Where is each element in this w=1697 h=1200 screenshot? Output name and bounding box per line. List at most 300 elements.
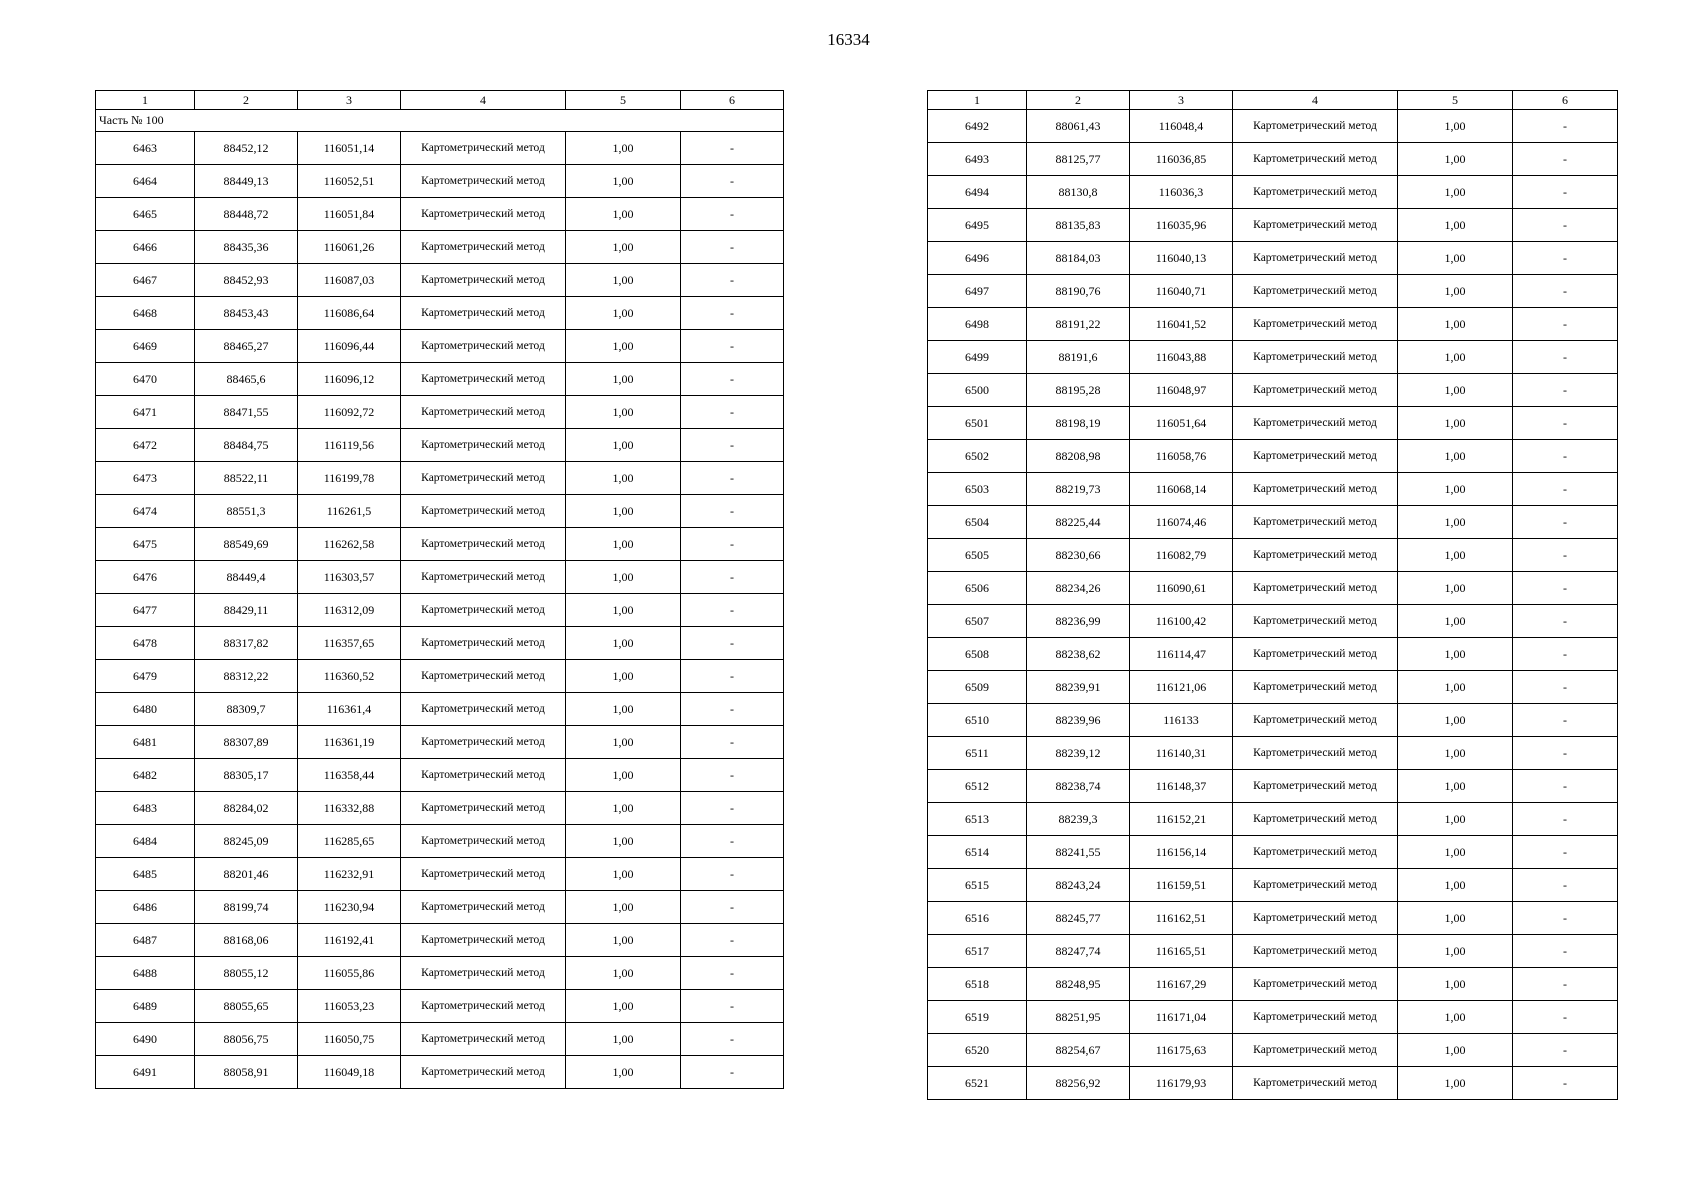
point-number-cell: 6502 [928, 440, 1027, 473]
point-number-cell: 6503 [928, 473, 1027, 506]
y-coordinate-cell: 116167,29 [1130, 968, 1233, 1001]
y-coordinate-cell: 116152,21 [1130, 803, 1233, 836]
x-coordinate-cell: 88238,62 [1027, 638, 1130, 671]
method-cell: Картометрический метод [1233, 770, 1398, 803]
accuracy-cell: 1,00 [1398, 440, 1513, 473]
table-row [96, 363, 784, 396]
note-cell: - [681, 132, 784, 165]
note-cell: - [681, 693, 784, 726]
note-cell: - [681, 1056, 784, 1089]
x-coordinate-cell: 88056,75 [195, 1023, 298, 1056]
point-number-cell: 6487 [96, 924, 195, 957]
point-number-cell: 6466 [96, 231, 195, 264]
method-cell: Картометрический метод [401, 462, 566, 495]
point-number-cell: 6484 [96, 825, 195, 858]
y-coordinate-cell: 116086,64 [298, 297, 401, 330]
note-cell: - [681, 792, 784, 825]
point-number-cell: 6520 [928, 1034, 1027, 1067]
x-coordinate-cell: 88219,73 [1027, 473, 1130, 506]
table-row [96, 462, 784, 495]
table-row [928, 1034, 1618, 1067]
accuracy-cell: 1,00 [1398, 539, 1513, 572]
table-row [928, 209, 1618, 242]
method-cell: Картометрический метод [401, 264, 566, 297]
section-label: Часть № 100 [96, 110, 784, 132]
method-cell: Картометрический метод [401, 297, 566, 330]
note-cell: - [1513, 110, 1618, 143]
accuracy-cell: 1,00 [566, 330, 681, 363]
accuracy-cell: 1,00 [1398, 671, 1513, 704]
point-number-cell: 6494 [928, 176, 1027, 209]
y-coordinate-cell: 116051,64 [1130, 407, 1233, 440]
accuracy-cell: 1,00 [566, 957, 681, 990]
point-number-cell: 6514 [928, 836, 1027, 869]
note-cell: - [1513, 242, 1618, 275]
table-row [96, 132, 784, 165]
point-number-cell: 6495 [928, 209, 1027, 242]
x-coordinate-cell: 88234,26 [1027, 572, 1130, 605]
accuracy-cell: 1,00 [566, 1056, 681, 1089]
note-cell: - [681, 363, 784, 396]
note-cell: - [1513, 341, 1618, 374]
table-row [928, 704, 1618, 737]
column-header: 6 [681, 91, 784, 110]
accuracy-cell: 1,00 [1398, 473, 1513, 506]
table-row [96, 627, 784, 660]
table-row [928, 242, 1618, 275]
method-cell: Картометрический метод [1233, 1067, 1398, 1100]
point-number-cell: 6498 [928, 308, 1027, 341]
table-row [96, 495, 784, 528]
y-coordinate-cell: 116048,4 [1130, 110, 1233, 143]
x-coordinate-cell: 88055,12 [195, 957, 298, 990]
accuracy-cell: 1,00 [1398, 1034, 1513, 1067]
accuracy-cell: 1,00 [566, 858, 681, 891]
point-number-cell: 6479 [96, 660, 195, 693]
accuracy-cell: 1,00 [1398, 506, 1513, 539]
x-coordinate-cell: 88191,22 [1027, 308, 1130, 341]
table-row [96, 693, 784, 726]
method-cell: Картометрический метод [401, 1056, 566, 1089]
x-coordinate-cell: 88448,72 [195, 198, 298, 231]
method-cell: Картометрический метод [1233, 836, 1398, 869]
accuracy-cell: 1,00 [1398, 1001, 1513, 1034]
accuracy-cell: 1,00 [566, 594, 681, 627]
note-cell: - [681, 957, 784, 990]
note-cell: - [1513, 1001, 1618, 1034]
point-number-cell: 6464 [96, 165, 195, 198]
accuracy-cell: 1,00 [566, 726, 681, 759]
accuracy-cell: 1,00 [566, 495, 681, 528]
table-row [928, 176, 1618, 209]
accuracy-cell: 1,00 [1398, 572, 1513, 605]
x-coordinate-cell: 88225,44 [1027, 506, 1130, 539]
method-cell: Картометрический метод [1233, 539, 1398, 572]
table-row [96, 1056, 784, 1089]
x-coordinate-cell: 88449,4 [195, 561, 298, 594]
point-number-cell: 6463 [96, 132, 195, 165]
point-number-cell: 6513 [928, 803, 1027, 836]
method-cell: Картометрический метод [1233, 737, 1398, 770]
y-coordinate-cell: 116114,47 [1130, 638, 1233, 671]
point-number-cell: 6467 [96, 264, 195, 297]
note-cell: - [1513, 605, 1618, 638]
x-coordinate-cell: 88248,95 [1027, 968, 1130, 1001]
method-cell: Картометрический метод [1233, 473, 1398, 506]
method-cell: Картометрический метод [401, 132, 566, 165]
y-coordinate-cell: 116048,97 [1130, 374, 1233, 407]
x-coordinate-cell: 88125,77 [1027, 143, 1130, 176]
x-coordinate-cell: 88245,09 [195, 825, 298, 858]
y-coordinate-cell: 116082,79 [1130, 539, 1233, 572]
accuracy-cell: 1,00 [1398, 638, 1513, 671]
note-cell: - [1513, 803, 1618, 836]
accuracy-cell: 1,00 [566, 462, 681, 495]
note-cell: - [681, 165, 784, 198]
accuracy-cell: 1,00 [1398, 275, 1513, 308]
y-coordinate-cell: 116358,44 [298, 759, 401, 792]
note-cell: - [681, 990, 784, 1023]
point-number-cell: 6485 [96, 858, 195, 891]
x-coordinate-cell: 88465,6 [195, 363, 298, 396]
method-cell: Картометрический метод [401, 528, 566, 561]
point-number-cell: 6469 [96, 330, 195, 363]
y-coordinate-cell: 116041,52 [1130, 308, 1233, 341]
x-coordinate-cell: 88429,11 [195, 594, 298, 627]
table-row [96, 396, 784, 429]
note-cell: - [681, 198, 784, 231]
accuracy-cell: 1,00 [1398, 209, 1513, 242]
method-cell: Картометрический метод [401, 396, 566, 429]
x-coordinate-cell: 88198,19 [1027, 407, 1130, 440]
note-cell: - [1513, 1034, 1618, 1067]
method-cell: Картометрический метод [401, 1023, 566, 1056]
method-cell: Картометрический метод [401, 561, 566, 594]
y-coordinate-cell: 116051,14 [298, 132, 401, 165]
table-row [96, 792, 784, 825]
x-coordinate-cell: 88453,43 [195, 297, 298, 330]
note-cell: - [1513, 836, 1618, 869]
point-number-cell: 6471 [96, 396, 195, 429]
table-row [96, 231, 784, 264]
table-row [96, 594, 784, 627]
table-row [96, 858, 784, 891]
method-cell: Картометрический метод [1233, 110, 1398, 143]
accuracy-cell: 1,00 [1398, 308, 1513, 341]
section-row [96, 110, 784, 132]
x-coordinate-cell: 88195,28 [1027, 374, 1130, 407]
y-coordinate-cell: 116261,5 [298, 495, 401, 528]
table-row [928, 1067, 1618, 1100]
y-coordinate-cell: 116192,41 [298, 924, 401, 957]
x-coordinate-cell: 88236,99 [1027, 605, 1130, 638]
point-number-cell: 6505 [928, 539, 1027, 572]
method-cell: Картометрический метод [1233, 143, 1398, 176]
point-number-cell: 6509 [928, 671, 1027, 704]
point-number-cell: 6490 [96, 1023, 195, 1056]
accuracy-cell: 1,00 [566, 693, 681, 726]
table-row [96, 825, 784, 858]
note-cell: - [1513, 275, 1618, 308]
method-cell: Картометрический метод [401, 990, 566, 1023]
note-cell: - [1513, 737, 1618, 770]
x-coordinate-cell: 88184,03 [1027, 242, 1130, 275]
x-coordinate-cell: 88245,77 [1027, 902, 1130, 935]
column-header: 2 [195, 91, 298, 110]
y-coordinate-cell: 116121,06 [1130, 671, 1233, 704]
table-row [96, 957, 784, 990]
table-row [96, 1023, 784, 1056]
y-coordinate-cell: 116232,91 [298, 858, 401, 891]
y-coordinate-cell: 116179,93 [1130, 1067, 1233, 1100]
coordinates-table-left [95, 90, 784, 1089]
point-number-cell: 6470 [96, 363, 195, 396]
point-number-cell: 6486 [96, 891, 195, 924]
y-coordinate-cell: 116096,12 [298, 363, 401, 396]
method-cell: Картометрический метод [401, 429, 566, 462]
y-coordinate-cell: 116053,23 [298, 990, 401, 1023]
table-row [928, 935, 1618, 968]
accuracy-cell: 1,00 [566, 231, 681, 264]
table-row [928, 737, 1618, 770]
table-row [96, 561, 784, 594]
note-cell: - [681, 462, 784, 495]
method-cell: Картометрический метод [1233, 1001, 1398, 1034]
method-cell: Картометрический метод [401, 363, 566, 396]
method-cell: Картометрический метод [401, 165, 566, 198]
accuracy-cell: 1,00 [566, 627, 681, 660]
column-header-row [928, 91, 1618, 110]
method-cell: Картометрический метод [1233, 176, 1398, 209]
y-coordinate-cell: 116061,26 [298, 231, 401, 264]
method-cell: Картометрический метод [401, 825, 566, 858]
note-cell: - [681, 759, 784, 792]
x-coordinate-cell: 88190,76 [1027, 275, 1130, 308]
y-coordinate-cell: 116230,94 [298, 891, 401, 924]
accuracy-cell: 1,00 [1398, 869, 1513, 902]
note-cell: - [681, 264, 784, 297]
table-row [928, 308, 1618, 341]
column-header: 3 [298, 91, 401, 110]
x-coordinate-cell: 88239,96 [1027, 704, 1130, 737]
table-row [928, 407, 1618, 440]
note-cell: - [681, 594, 784, 627]
method-cell: Картометрический метод [401, 858, 566, 891]
note-cell: - [1513, 1067, 1618, 1100]
method-cell: Картометрический метод [1233, 902, 1398, 935]
point-number-cell: 6500 [928, 374, 1027, 407]
note-cell: - [681, 924, 784, 957]
point-number-cell: 6510 [928, 704, 1027, 737]
accuracy-cell: 1,00 [566, 264, 681, 297]
x-coordinate-cell: 88307,89 [195, 726, 298, 759]
point-number-cell: 6489 [96, 990, 195, 1023]
point-number-cell: 6493 [928, 143, 1027, 176]
table-row [928, 143, 1618, 176]
x-coordinate-cell: 88549,69 [195, 528, 298, 561]
accuracy-cell: 1,00 [566, 660, 681, 693]
method-cell: Картометрический метод [1233, 935, 1398, 968]
column-header: 1 [96, 91, 195, 110]
accuracy-cell: 1,00 [1398, 803, 1513, 836]
point-number-cell: 6496 [928, 242, 1027, 275]
table-row [928, 473, 1618, 506]
column-header: 4 [401, 91, 566, 110]
accuracy-cell: 1,00 [1398, 902, 1513, 935]
accuracy-cell: 1,00 [1398, 968, 1513, 1001]
point-number-cell: 6511 [928, 737, 1027, 770]
table-row [928, 506, 1618, 539]
point-number-cell: 6516 [928, 902, 1027, 935]
method-cell: Картометрический метод [1233, 968, 1398, 1001]
method-cell: Картометрический метод [401, 660, 566, 693]
point-number-cell: 6491 [96, 1056, 195, 1089]
method-cell: Картометрический метод [1233, 374, 1398, 407]
point-number-cell: 6477 [96, 594, 195, 627]
accuracy-cell: 1,00 [1398, 737, 1513, 770]
point-number-cell: 6472 [96, 429, 195, 462]
method-cell: Картометрический метод [1233, 869, 1398, 902]
note-cell: - [1513, 869, 1618, 902]
point-number-cell: 6476 [96, 561, 195, 594]
table-row [96, 759, 784, 792]
x-coordinate-cell: 88522,11 [195, 462, 298, 495]
y-coordinate-cell: 116058,76 [1130, 440, 1233, 473]
table-row [928, 671, 1618, 704]
x-coordinate-cell: 88135,83 [1027, 209, 1130, 242]
x-coordinate-cell: 88130,8 [1027, 176, 1130, 209]
table-row [96, 924, 784, 957]
y-coordinate-cell: 116036,85 [1130, 143, 1233, 176]
accuracy-cell: 1,00 [1398, 605, 1513, 638]
table-row [928, 539, 1618, 572]
point-number-cell: 6475 [96, 528, 195, 561]
y-coordinate-cell: 116175,63 [1130, 1034, 1233, 1067]
table-row [96, 726, 784, 759]
page-number: 16334 [827, 30, 870, 49]
point-number-cell: 6497 [928, 275, 1027, 308]
x-coordinate-cell: 88465,27 [195, 330, 298, 363]
accuracy-cell: 1,00 [566, 429, 681, 462]
method-cell: Картометрический метод [1233, 638, 1398, 671]
accuracy-cell: 1,00 [1398, 935, 1513, 968]
note-cell: - [1513, 704, 1618, 737]
x-coordinate-cell: 88239,3 [1027, 803, 1130, 836]
method-cell: Картометрический метод [401, 891, 566, 924]
y-coordinate-cell: 116055,86 [298, 957, 401, 990]
y-coordinate-cell: 116068,14 [1130, 473, 1233, 506]
accuracy-cell: 1,00 [1398, 374, 1513, 407]
x-coordinate-cell: 88239,12 [1027, 737, 1130, 770]
accuracy-cell: 1,00 [1398, 143, 1513, 176]
y-coordinate-cell: 116312,09 [298, 594, 401, 627]
point-number-cell: 6515 [928, 869, 1027, 902]
x-coordinate-cell: 88199,74 [195, 891, 298, 924]
table-row [928, 605, 1618, 638]
method-cell: Картометрический метод [401, 594, 566, 627]
column-header-row [96, 91, 784, 110]
note-cell: - [681, 891, 784, 924]
column-header: 2 [1027, 91, 1130, 110]
table-row [96, 528, 784, 561]
method-cell: Картометрический метод [1233, 242, 1398, 275]
accuracy-cell: 1,00 [1398, 242, 1513, 275]
table-row [96, 891, 784, 924]
method-cell: Картометрический метод [401, 924, 566, 957]
table-row [928, 110, 1618, 143]
note-cell: - [681, 627, 784, 660]
accuracy-cell: 1,00 [566, 396, 681, 429]
point-number-cell: 6482 [96, 759, 195, 792]
note-cell: - [681, 297, 784, 330]
accuracy-cell: 1,00 [1398, 770, 1513, 803]
note-cell: - [681, 429, 784, 462]
column-header: 5 [566, 91, 681, 110]
x-coordinate-cell: 88309,7 [195, 693, 298, 726]
point-number-cell: 6483 [96, 792, 195, 825]
method-cell: Картометрический метод [1233, 308, 1398, 341]
column-header: 5 [1398, 91, 1513, 110]
point-number-cell: 6473 [96, 462, 195, 495]
accuracy-cell: 1,00 [566, 792, 681, 825]
table-row [96, 165, 784, 198]
x-coordinate-cell: 88055,65 [195, 990, 298, 1023]
point-number-cell: 6474 [96, 495, 195, 528]
method-cell: Картометрический метод [401, 198, 566, 231]
x-coordinate-cell: 88251,95 [1027, 1001, 1130, 1034]
method-cell: Картометрический метод [1233, 671, 1398, 704]
y-coordinate-cell: 116159,51 [1130, 869, 1233, 902]
column-header: 6 [1513, 91, 1618, 110]
x-coordinate-cell: 88312,22 [195, 660, 298, 693]
x-coordinate-cell: 88471,55 [195, 396, 298, 429]
y-coordinate-cell: 116156,14 [1130, 836, 1233, 869]
x-coordinate-cell: 88168,06 [195, 924, 298, 957]
y-coordinate-cell: 116332,88 [298, 792, 401, 825]
table-row [928, 374, 1618, 407]
x-coordinate-cell: 88247,74 [1027, 935, 1130, 968]
x-coordinate-cell: 88449,13 [195, 165, 298, 198]
accuracy-cell: 1,00 [1398, 110, 1513, 143]
method-cell: Картометрический метод [1233, 341, 1398, 374]
table-row [96, 198, 784, 231]
point-number-cell: 6501 [928, 407, 1027, 440]
y-coordinate-cell: 116148,37 [1130, 770, 1233, 803]
method-cell: Картометрический метод [1233, 704, 1398, 737]
accuracy-cell: 1,00 [566, 363, 681, 396]
method-cell: Картометрический метод [401, 693, 566, 726]
method-cell: Картометрический метод [401, 495, 566, 528]
x-coordinate-cell: 88243,24 [1027, 869, 1130, 902]
y-coordinate-cell: 116040,13 [1130, 242, 1233, 275]
note-cell: - [1513, 143, 1618, 176]
point-number-cell: 6499 [928, 341, 1027, 374]
table-row [96, 990, 784, 1023]
accuracy-cell: 1,00 [566, 759, 681, 792]
note-cell: - [681, 330, 784, 363]
x-coordinate-cell: 88452,93 [195, 264, 298, 297]
accuracy-cell: 1,00 [1398, 1067, 1513, 1100]
table-row [928, 770, 1618, 803]
accuracy-cell: 1,00 [566, 1023, 681, 1056]
table-row [928, 572, 1618, 605]
method-cell: Картометрический метод [401, 759, 566, 792]
table-row [96, 264, 784, 297]
note-cell: - [1513, 902, 1618, 935]
note-cell: - [1513, 638, 1618, 671]
table-row [928, 638, 1618, 671]
y-coordinate-cell: 116165,51 [1130, 935, 1233, 968]
